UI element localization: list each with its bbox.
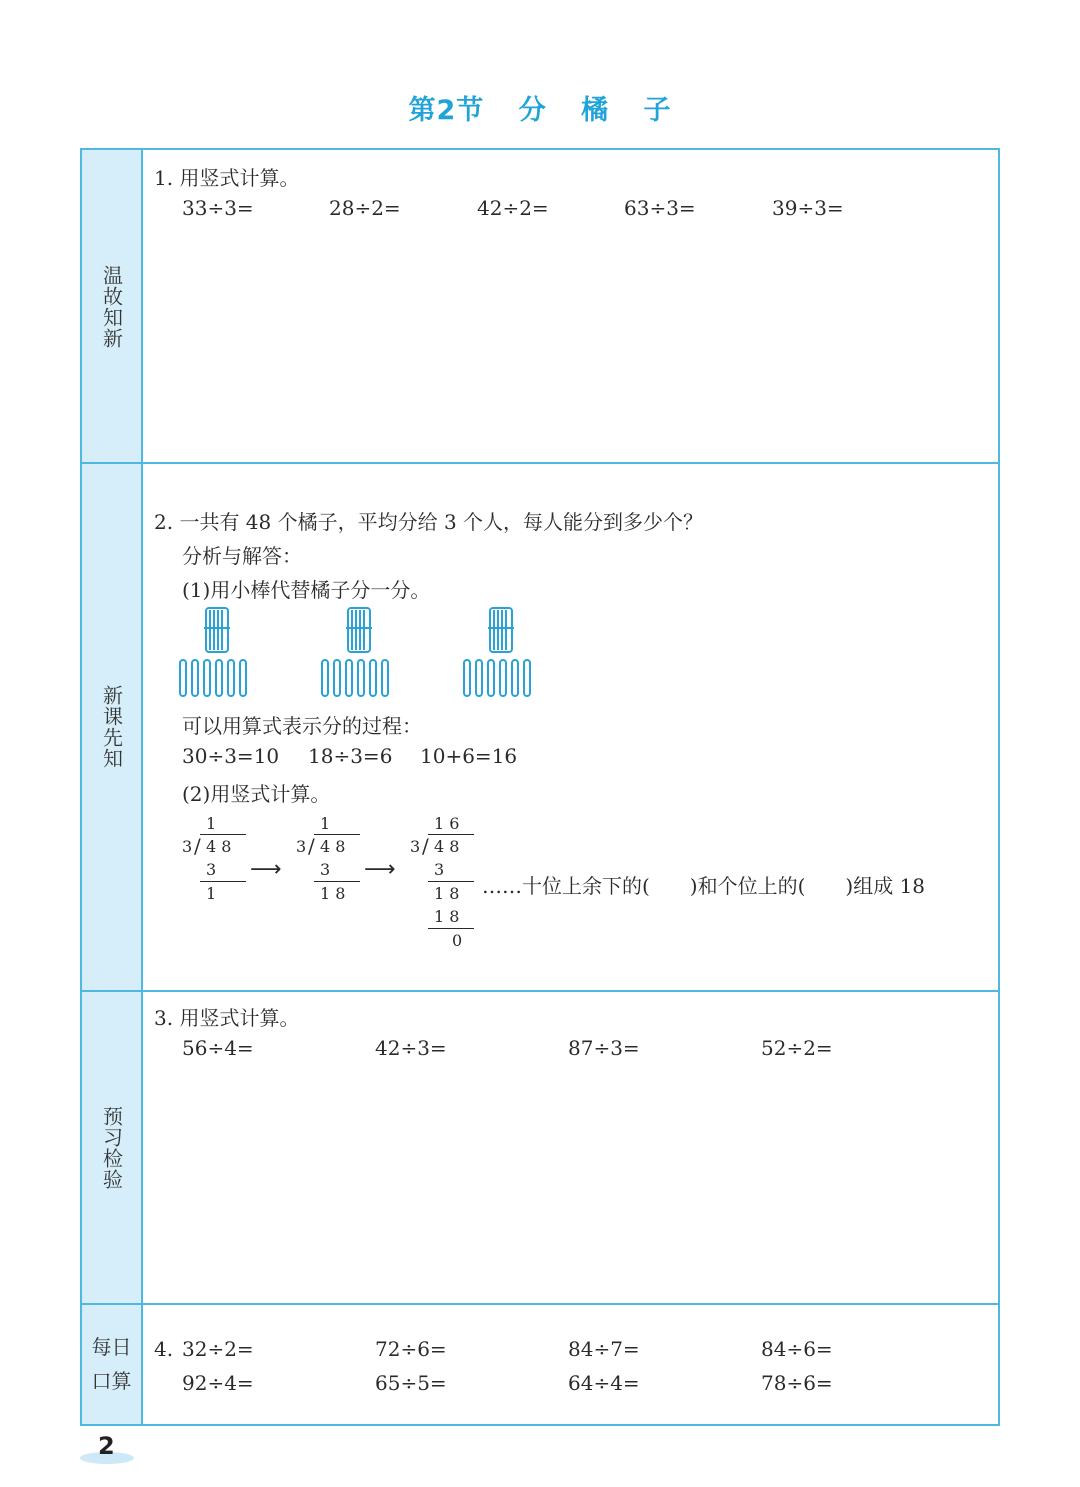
remainder: 1 (206, 884, 217, 903)
q2-equation: 10+6=16 (420, 744, 518, 768)
quotient: 1 (206, 814, 217, 833)
q2-question: 2. 一共有 48 个橘子，平均分给 3 个人，每人能分到多少个？ (154, 510, 704, 534)
arrow-icon: ⟶ (364, 857, 396, 882)
q4-item: 32÷2= (182, 1337, 254, 1361)
side-label-review (82, 150, 143, 463)
side-label-new (82, 463, 143, 991)
q1-item: 63÷3= (624, 196, 696, 220)
dividend: 4 8 (320, 837, 346, 856)
q4-item: 92÷4= (182, 1371, 254, 1395)
division-bracket: / (194, 834, 201, 858)
q1-item: 33÷3= (182, 196, 254, 220)
section-number: 第2节 (408, 95, 485, 126)
dividend: 4 8 (206, 837, 232, 856)
division-rule (428, 928, 474, 929)
side-label-daily-text (92, 1330, 132, 1398)
q3-item: 56÷4= (182, 1036, 254, 1060)
q2-equation: 30÷3=10 (182, 744, 280, 768)
q2-step2: (2)用竖式计算。 (182, 782, 331, 806)
q4-number: 4. (154, 1337, 174, 1361)
subtrahend: 3 (434, 860, 445, 879)
title-char-3: 子 (643, 95, 672, 126)
subtrahend: 1 8 (434, 907, 460, 926)
q2-analysis-label: 分析与解答： (182, 544, 302, 568)
page-title (0, 88, 1080, 127)
q3-label: 3. 用竖式计算。 (154, 1006, 300, 1030)
q4-item: 72÷6= (375, 1337, 447, 1361)
q1-item: 28÷2= (329, 196, 401, 220)
side-label-preview (82, 991, 143, 1304)
page-number (80, 1432, 136, 1466)
dividend: 4 8 (434, 837, 460, 856)
worksheet-frame (80, 148, 1000, 1426)
quotient: 1 (320, 814, 331, 833)
division-bar (314, 834, 360, 835)
division-bracket: / (308, 834, 315, 858)
title-char-1: 分 (518, 95, 547, 126)
q3-item: 42÷3= (375, 1036, 447, 1060)
q4-item: 84÷6= (761, 1337, 833, 1361)
q2-process-label: 可以用算式表示分的过程： (182, 714, 422, 738)
q1-label: 1. 用竖式计算。 (154, 166, 300, 190)
arrow-icon: ⟶ (250, 857, 282, 882)
division-rule (428, 881, 474, 882)
divisor: 3 (296, 837, 307, 856)
stick-group-1 (180, 608, 246, 696)
q4-item: 65÷5= (375, 1371, 447, 1395)
side-label-daily-line2: 口算 (91, 1369, 132, 1393)
stick-group-2 (322, 608, 388, 696)
division-bracket: / (422, 834, 429, 858)
stick-group-3 (464, 608, 530, 696)
divisor: 3 (410, 837, 421, 856)
side-label-daily-line1: 每日 (91, 1335, 132, 1359)
divider (82, 990, 998, 992)
q1-item: 42÷2= (477, 196, 549, 220)
q2-equation: 18÷3=6 (308, 744, 393, 768)
side-label-daily (82, 1304, 143, 1424)
q4-item: 84÷7= (568, 1337, 640, 1361)
q2-fill-in-text: ……十位上余下的( )和个位上的( )组成 18 (482, 874, 926, 898)
q1-item: 39÷3= (772, 196, 844, 220)
q4-item: 64÷4= (568, 1371, 640, 1395)
q3-item: 52÷2= (761, 1036, 833, 1060)
divisor: 3 (182, 837, 193, 856)
q3-item: 87÷3= (568, 1036, 640, 1060)
side-label-preview-text: 预习检验 (99, 1105, 124, 1190)
division-bar (428, 834, 474, 835)
division-bar (200, 834, 246, 835)
division-rule (200, 881, 246, 882)
remainder: 1 8 (320, 884, 346, 903)
subtrahend: 3 (320, 860, 331, 879)
divider (82, 462, 998, 464)
page-number-text: 2 (98, 1432, 115, 1460)
q2-step1: (1)用小棒代替橘子分一分。 (182, 578, 431, 602)
remainder: 1 8 (434, 884, 460, 903)
q4-item: 78÷6= (761, 1371, 833, 1395)
division-rule (314, 881, 360, 882)
quotient: 1 6 (434, 814, 460, 833)
title-char-2: 橘 (581, 95, 610, 126)
stick-bundles-illustration (178, 606, 558, 702)
subtrahend: 3 (206, 860, 217, 879)
side-label-new-text: 新课先知 (99, 685, 124, 769)
final-remainder: 0 (452, 931, 463, 950)
side-label-review-text: 温故知新 (99, 264, 124, 349)
divider (82, 1303, 998, 1305)
